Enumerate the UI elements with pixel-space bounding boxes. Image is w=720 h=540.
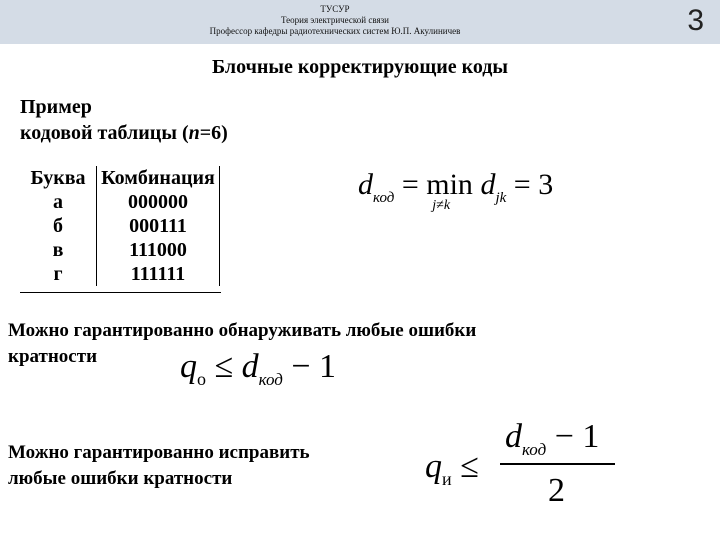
- formula3-numerator: [505, 418, 600, 459]
- formula1-sub-kod: код: [373, 190, 395, 206]
- formula1-min: [426, 168, 473, 213]
- table-row: [20, 214, 220, 238]
- caption-text-end: =6): [199, 122, 228, 144]
- detect-line2: кратности: [8, 346, 98, 367]
- formula1-d: d: [358, 168, 373, 201]
- correct-line2: любые ошибки кратности: [8, 468, 233, 489]
- formula2-q: q: [180, 348, 197, 385]
- slide-number: 3: [687, 4, 704, 37]
- table-cell-code: 111111: [97, 262, 220, 286]
- formula3-sub-kod: код: [522, 440, 547, 459]
- slide-header: [0, 0, 720, 44]
- correct-line1: Можно гарантированно исправить: [8, 442, 310, 463]
- formula-detect: [180, 348, 337, 389]
- example-caption-line2: [20, 120, 228, 146]
- formula3-d: d: [505, 418, 522, 455]
- table-cell-code: 000000: [97, 190, 220, 214]
- formula2-d: d: [241, 348, 259, 385]
- formula3-q: q: [425, 448, 442, 485]
- caption-n: n: [188, 122, 200, 144]
- table-row: [20, 190, 220, 214]
- table-header-combination: Комбинация: [97, 166, 220, 190]
- table-cell-letter: в: [20, 238, 97, 262]
- formula1-value: 3: [538, 168, 554, 201]
- formula1-under: j≠k: [432, 198, 451, 213]
- header-course: Теория электрической связи: [280, 15, 389, 25]
- formula1-eq2: =: [513, 168, 531, 201]
- correct-paragraph: [8, 440, 310, 492]
- formula3-leq: ≤: [460, 448, 479, 485]
- table-row: [20, 262, 220, 286]
- formula-correct-lhs: [425, 448, 479, 489]
- table-cell-code: 000111: [97, 214, 220, 238]
- formula2-leq: ≤: [214, 348, 234, 385]
- detect-line1: Можно гарантированно обнаруживать любые ошибки: [8, 320, 477, 341]
- header-university: ТУСУР: [320, 4, 350, 14]
- example-caption-line1: Пример: [20, 96, 92, 118]
- code-table: [20, 166, 220, 286]
- formula1-sub-jk: jk: [495, 190, 507, 206]
- table-row: [20, 238, 220, 262]
- caption-text: кодовой таблицы (: [20, 122, 189, 144]
- formula2-sub-kod: код: [258, 370, 283, 389]
- table-cell-code: 111000: [97, 238, 220, 262]
- formula3-fraction-bar: [500, 463, 615, 465]
- table-cell-letter: г: [20, 262, 97, 286]
- formula2-sub-o: о: [197, 369, 206, 389]
- slide-title: Блочные корректирующие коды: [211, 56, 509, 78]
- table-header-row: [20, 166, 220, 190]
- formula1-eq: =: [401, 168, 419, 201]
- table-header-letter: Буква: [20, 166, 97, 190]
- formula3-denominator: 2: [548, 472, 565, 509]
- table-bottom-border: [20, 292, 221, 293]
- formula-code-distance: [358, 168, 554, 213]
- example-caption: [20, 94, 228, 146]
- formula1-min-text: min: [426, 168, 473, 201]
- formula1-d2: d: [480, 168, 496, 201]
- table-cell-letter: б: [20, 214, 97, 238]
- table-cell-letter: а: [20, 190, 97, 214]
- formula2-minus-one: − 1: [291, 348, 337, 385]
- formula3-sub-i: и: [442, 469, 452, 489]
- formula3-minus-one: − 1: [554, 418, 600, 455]
- header-author: Профессор кафедры радиотехнических систем Ю.П. Акулиничев: [209, 26, 461, 36]
